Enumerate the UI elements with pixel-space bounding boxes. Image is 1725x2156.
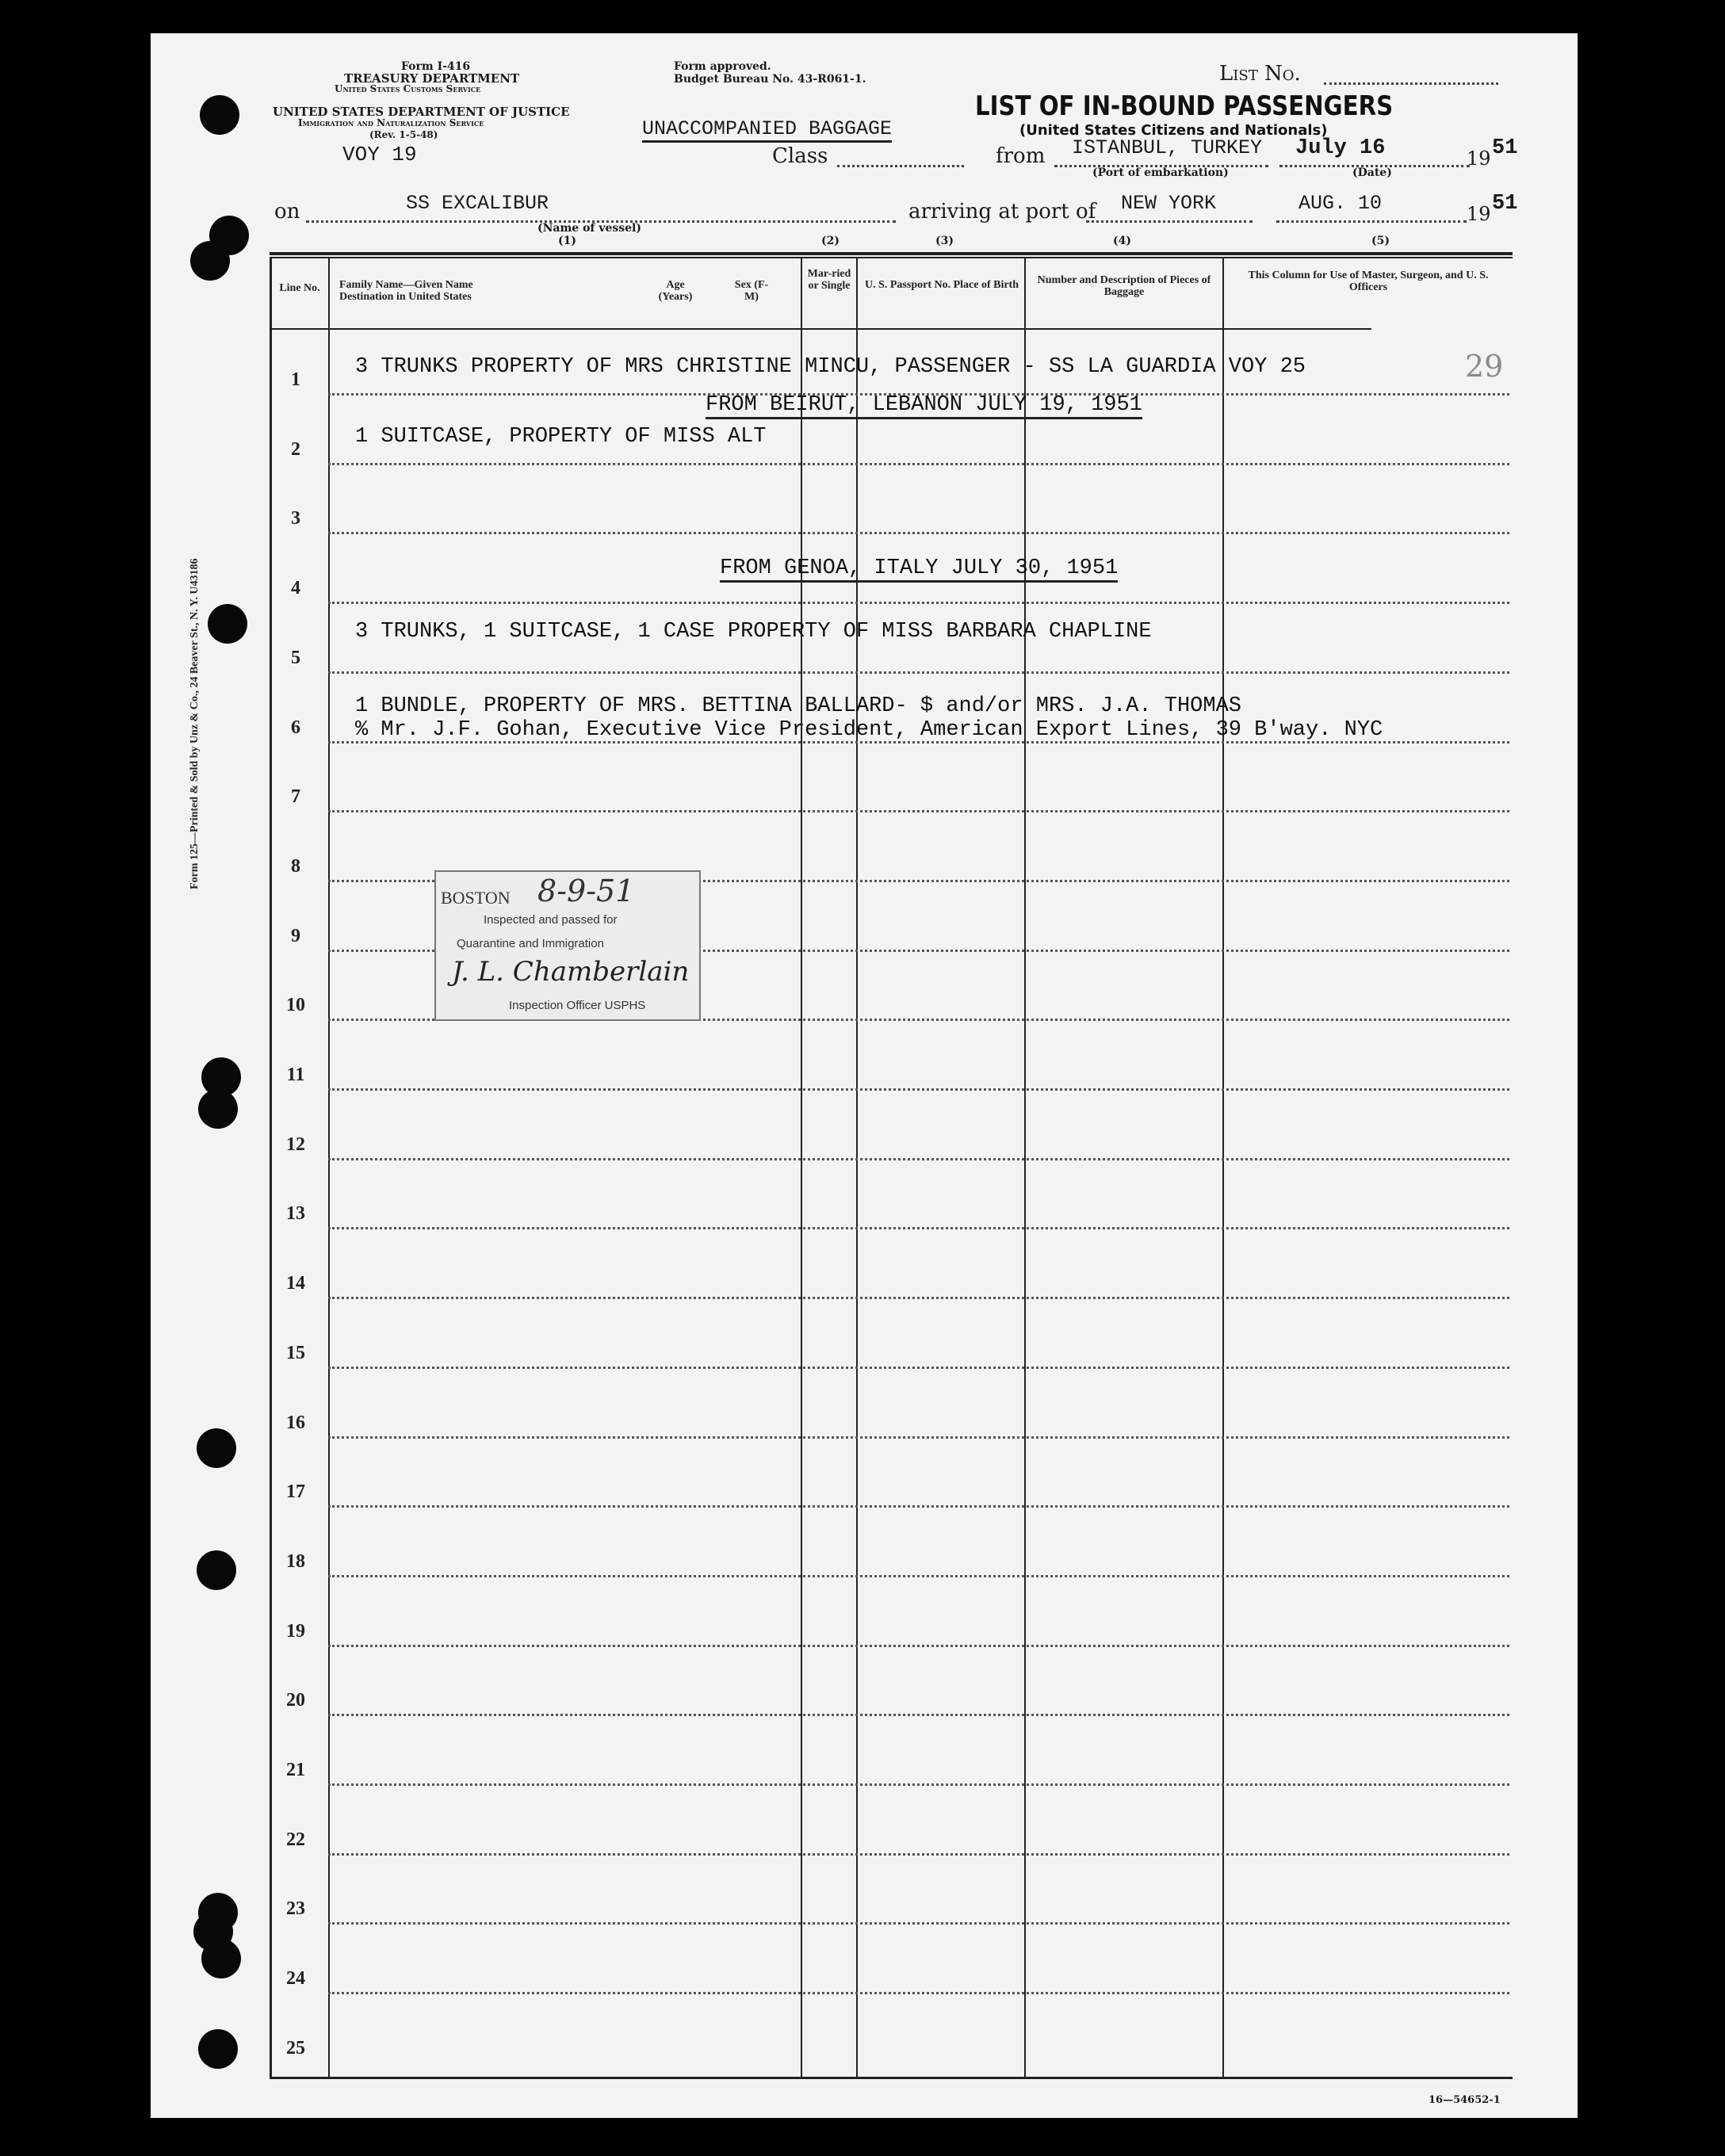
- stamp-signature: J. L. Chamberlain: [452, 956, 690, 988]
- row-number: 5: [291, 647, 300, 668]
- header-bottom-rule: [270, 328, 1371, 330]
- year-prefix-arrival: 19: [1467, 203, 1491, 225]
- row-number: 4: [291, 578, 300, 599]
- arrival-port-line: [1086, 220, 1253, 223]
- row-number: 6: [291, 717, 300, 738]
- row-number: 16: [286, 1412, 305, 1433]
- row-dotted-line: [328, 1297, 1509, 1299]
- row-number: 18: [286, 1550, 305, 1572]
- row-dotted-line: [328, 1505, 1509, 1508]
- column-number: (1): [558, 235, 576, 247]
- entry-line: FROM BEIRUT, LEBANON JULY 19, 1951: [706, 393, 1142, 419]
- row-dotted-line: [328, 1853, 1509, 1856]
- vessel-caption: (Name of vessel): [537, 222, 641, 235]
- row-number: 2: [291, 438, 300, 460]
- on-label: on: [274, 200, 300, 224]
- column-number: (5): [1371, 235, 1390, 247]
- year-suffix: 51: [1492, 136, 1518, 160]
- column-divider: [1222, 257, 1224, 2078]
- row-number: 13: [286, 1203, 305, 1225]
- row-dotted-line: [328, 1783, 1509, 1786]
- footer-code: 16—54652-1: [1429, 2094, 1501, 2106]
- punch-hole: [208, 604, 247, 644]
- header-passport: U. S. Passport No. Place of Birth: [864, 279, 1019, 291]
- row-number: 22: [286, 1829, 305, 1850]
- justice-label: UNITED STATES DEPARTMENT OF JUSTICE: [273, 105, 570, 119]
- row-dotted-line: [328, 1227, 1509, 1229]
- header-married: Mar-ried or Single: [807, 268, 851, 292]
- header-line-no: Line No.: [279, 282, 320, 294]
- stamp-city: BOSTON: [441, 888, 511, 908]
- table-bottom-rule: [270, 2077, 1513, 2079]
- stamp-officer: Inspection Officer USPHS: [509, 999, 646, 1012]
- column-number: (2): [821, 235, 840, 247]
- header-baggage: Number and Description of Pieces of Baggage: [1037, 274, 1211, 298]
- page-subtitle: (United States Citizens and Nationals): [1019, 122, 1328, 139]
- row-dotted-line: [328, 602, 1509, 604]
- header-officers: This Column for Use of Master, Surgeon, and U. S. Officers: [1248, 270, 1489, 293]
- punch-hole: [198, 2029, 238, 2069]
- voyage-number: VOY 19: [342, 143, 417, 166]
- table-top-rule: [270, 252, 1513, 255]
- entry-line: FROM GENOA, ITALY JULY 30, 1951: [720, 556, 1118, 583]
- arrival-port: NEW YORK: [1121, 192, 1217, 215]
- row-number: 3: [291, 508, 300, 529]
- column-divider: [328, 257, 330, 2078]
- arriving-label: arriving at port of: [908, 200, 1096, 224]
- row-dotted-line: [328, 463, 1509, 465]
- vessel-name: SS EXCALIBUR: [406, 192, 549, 215]
- row-number: 9: [291, 925, 300, 946]
- arrival-date: AUG. 10: [1299, 192, 1383, 215]
- class-value: UNACCOMPANIED BAGGAGE: [642, 117, 892, 143]
- list-no-line: [1324, 82, 1498, 85]
- budget-bureau: Budget Bureau No. 43-R061-1.: [674, 73, 866, 86]
- punch-hole: [197, 1428, 236, 1468]
- row-number: 14: [286, 1273, 305, 1294]
- ins-label: Immigration and Naturalization Service: [298, 117, 484, 128]
- punch-hole: [198, 1089, 238, 1129]
- row-number: 1: [291, 369, 300, 390]
- row-number: 19: [286, 1620, 305, 1642]
- column-divider: [801, 257, 802, 2078]
- row-dotted-line: [328, 532, 1509, 534]
- punch-hole: [200, 95, 239, 135]
- row-dotted-line: [328, 1992, 1509, 1994]
- from-label: from: [996, 144, 1046, 168]
- entry-line: 1 BUNDLE, PROPERTY OF MRS. BETTINA BALLARD- $ and/or MRS. J.A. THOMAS: [355, 694, 1241, 718]
- header-sex: Sex (F-M): [734, 279, 769, 303]
- class-label: Class: [772, 144, 828, 168]
- row-dotted-line: [328, 1645, 1509, 1647]
- row-dotted-line: [328, 1367, 1509, 1369]
- row-dotted-line: [328, 1575, 1509, 1577]
- entry-line: 3 TRUNKS PROPERTY OF MRS CHRISTINE MINCU, PASSENGER - SS LA GUARDIA VOY 25: [355, 355, 1306, 379]
- entry-line: % Mr. J.F. Gohan, Executive Vice President, American Export Lines, 39 B'way. NYC: [355, 718, 1383, 742]
- document-page: [151, 33, 1578, 2118]
- row-number: 21: [286, 1760, 305, 1780]
- revision-label: (Rev. 1-5-48): [369, 129, 438, 140]
- year-suffix-arrival: 51: [1492, 192, 1518, 216]
- embarkation-date: July 16: [1295, 136, 1386, 160]
- entry-line: 1 SUITCASE, PROPERTY OF MISS ALT: [355, 425, 767, 449]
- column-number: (4): [1113, 235, 1131, 247]
- row-number: 8: [291, 855, 300, 877]
- column-number: (3): [935, 235, 954, 247]
- row-dotted-line: [328, 1436, 1509, 1439]
- header-age: Age (Years): [658, 279, 693, 303]
- row-dotted-line: [328, 1088, 1509, 1091]
- date-caption: (Date): [1352, 166, 1392, 179]
- printer-imprint: Form 125—Printed & Sold by Unz & Co., 24 Beaver St., N. Y. U43186: [189, 558, 201, 889]
- row-number: 11: [286, 1065, 305, 1085]
- row-dotted-line: [328, 1158, 1509, 1160]
- stamp-line: Inspected and passed for: [484, 913, 618, 927]
- list-no-label: List No.: [1219, 62, 1301, 86]
- punch-hole: [201, 1939, 241, 1978]
- header-name: Family Name—Given Name Destination in United States: [339, 279, 473, 303]
- form-number: Form I-416: [401, 60, 471, 73]
- row-number: 24: [286, 1968, 305, 1990]
- column-divider: [856, 257, 858, 2078]
- row-number: 12: [286, 1133, 305, 1155]
- treasury-label: TREASURY DEPARTMENT: [344, 71, 520, 86]
- table-left-border: [270, 257, 272, 2078]
- punch-hole: [197, 1550, 236, 1590]
- table-top-rule-2: [270, 257, 1513, 258]
- stamp-date: 8-9-51: [537, 873, 635, 908]
- row-number: 23: [286, 1898, 305, 1920]
- row-number: 17: [286, 1481, 305, 1503]
- customs-label: United States Customs Service: [335, 83, 481, 94]
- row-dotted-line: [328, 810, 1509, 812]
- page-title: LIST OF IN-BOUND PASSENGERS: [975, 90, 1394, 122]
- row-number: 25: [286, 2037, 305, 2059]
- column-divider: [1024, 257, 1026, 2078]
- port-of-embarkation: ISTANBUL, TURKEY: [1072, 136, 1263, 159]
- punch-hole: [190, 241, 230, 281]
- row-number: 10: [286, 995, 305, 1016]
- form-approved: Form approved.: [674, 60, 771, 73]
- row-dotted-line: [328, 1714, 1509, 1716]
- row-number: 15: [286, 1342, 305, 1363]
- row-number: 7: [291, 786, 300, 808]
- inspection-stamp: [434, 870, 701, 1021]
- port-caption: (Port of embarkation): [1092, 166, 1229, 179]
- stamp-line: Quarantine and Immigration: [457, 937, 604, 950]
- page-number: 29: [1465, 349, 1504, 384]
- row-dotted-line: [328, 671, 1509, 674]
- year-prefix: 19: [1467, 147, 1491, 170]
- arrival-date-line: [1276, 220, 1467, 223]
- row-number: 20: [286, 1690, 305, 1711]
- entry-line: 3 TRUNKS, 1 SUITCASE, 1 CASE PROPERTY OF MISS BARBARA CHAPLINE: [355, 620, 1152, 644]
- class-line: [837, 165, 964, 167]
- row-dotted-line: [328, 1922, 1509, 1925]
